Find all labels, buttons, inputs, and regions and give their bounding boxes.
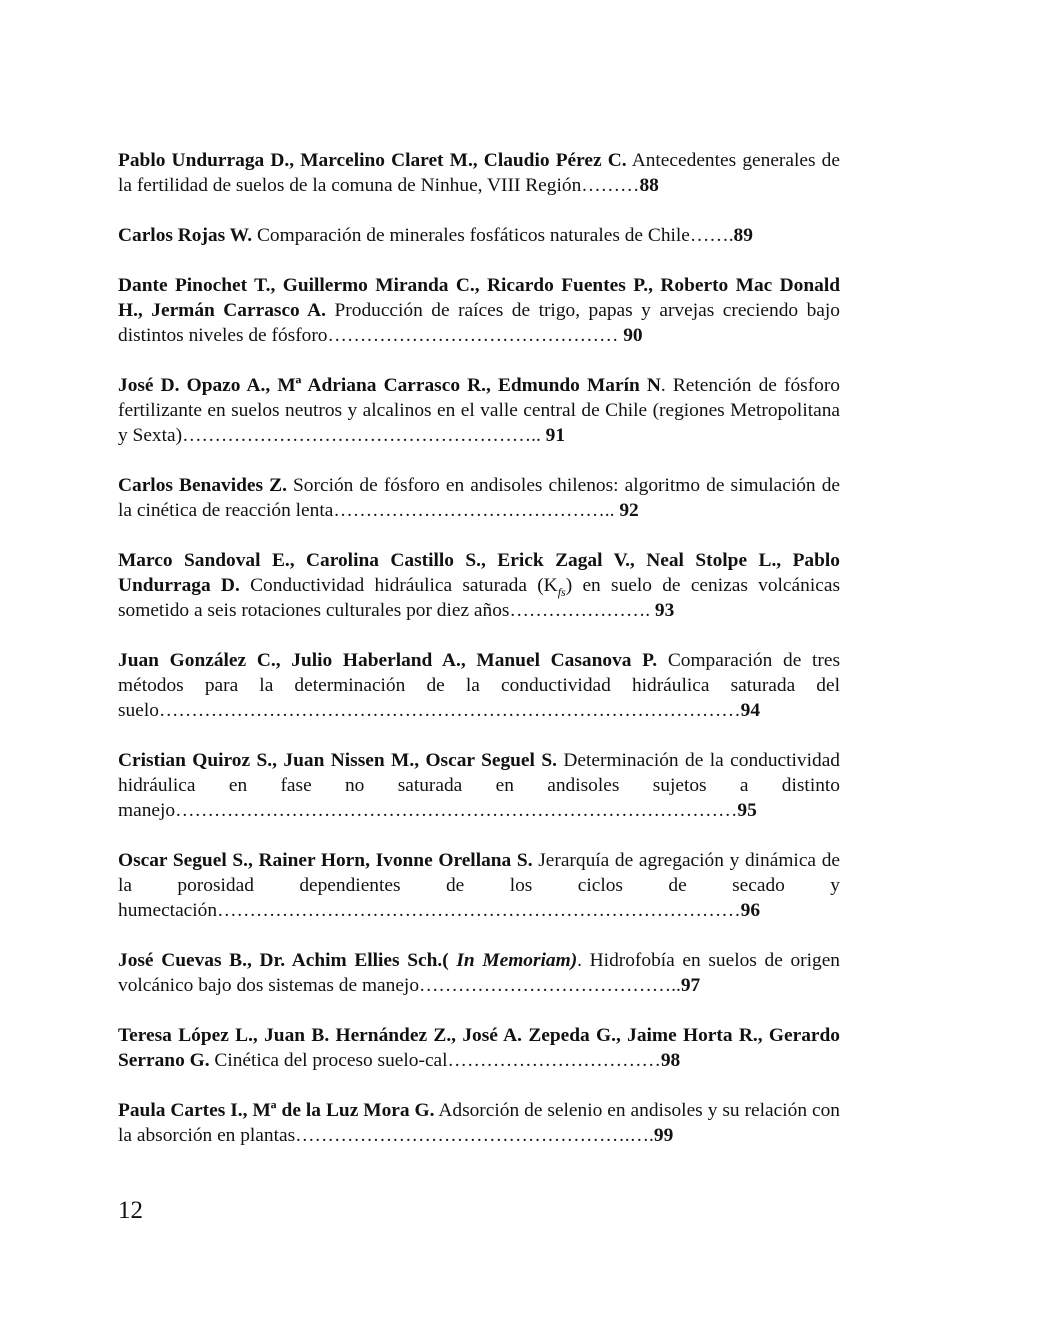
entry-page-number: 94: [740, 700, 761, 721]
entry-authors: Dante Pinochet T., Guillermo Miranda C., Ricardo Fuentes P., Roberto Mac Donald H., Jermán Carrasco A.: [118, 275, 840, 321]
entry-page-number: 96: [740, 900, 761, 921]
toc-entry: [118, 648, 840, 723]
entry-page-number: 92: [619, 500, 639, 521]
entry-page-number: 93: [654, 600, 675, 621]
entry-page-number: 88: [639, 175, 659, 196]
leader-dots: ………………………………………………………………………………: [158, 700, 741, 721]
subscript-fs: fs: [557, 584, 566, 599]
leader-dots: ………: [581, 175, 640, 196]
entry-authors-italic: In Memoriam): [448, 950, 578, 971]
entry-authors: José Cuevas B., Dr. Achim Ellies Sch.(: [118, 950, 449, 971]
entry-authors: Paula Cartes I., Mª de la Luz Mora G.: [118, 1100, 435, 1121]
entry-authors: Pablo Undurraga D., Marcelino Claret M., Claudio Pérez C.: [118, 150, 627, 171]
entry-authors: Oscar Seguel S., Rainer Horn, Ivonne Orellana S.: [118, 850, 533, 871]
toc-entry: [118, 148, 840, 198]
entry-page-number: 97: [680, 975, 701, 996]
entry-title: Determinación de la conductividad hidráulica en fase no saturada en andisoles sujetos a distinto manejo: [118, 750, 840, 821]
entry-title: Sorción de fósforo en andisoles chilenos: algoritmo de simulación de la cinética de reacción lenta: [118, 475, 840, 521]
entry-page-number: 89: [733, 225, 753, 246]
toc-entry: [118, 223, 840, 248]
entry-title: . Retención de fósforo fertilizante en suelos neutros y alcalinos en el valle central de Chile (regiones Metropolitana y Sexta): [118, 375, 841, 446]
toc-entry: [118, 373, 840, 448]
entry-title: Comparación de tres métodos para la determinación de la conductividad hidráulica saturada del suelo: [118, 650, 841, 721]
entry-title: Conductividad hidráulica saturada (K: [239, 575, 558, 596]
toc-entry: [118, 848, 840, 923]
toc-entry: [118, 1098, 840, 1148]
entry-authors: Juan González C., Julio Haberland A., Manuel Casanova P.: [118, 650, 658, 671]
entry-authors: José D. Opazo A., Mª Adriana Carrasco R., Edmundo Marín N: [118, 375, 661, 396]
entry-title: Producción de raíces de trigo, papas y arvejas creciendo bajo distintos niveles de fósforo: [118, 300, 840, 346]
page-number: 12: [118, 1197, 143, 1224]
entry-title: Antecedentes generales de la fertilidad de suelos de la comuna de Ninhue, VIII Región: [118, 150, 840, 196]
leader-dots: …………………………………..: [419, 975, 681, 996]
table-of-contents: [118, 148, 840, 1173]
leader-dots: ……………………………………………………………………………: [175, 800, 738, 821]
entry-page-number: 95: [737, 800, 757, 821]
entry-title: Jerarquía de agregación y dinámica de la porosidad dependientes de los ciclos de secado y humectación: [118, 850, 840, 921]
leader-dots: ……………………………………..: [333, 500, 620, 521]
entry-authors: Carlos Benavides Z.: [118, 475, 287, 496]
entry-title: Comparación de minerales fosfáticos naturales de Chile: [252, 225, 690, 246]
leader-dots: ………………….: [509, 600, 655, 621]
toc-entry: [118, 273, 840, 348]
entry-page-number: 98: [660, 1050, 681, 1071]
toc-entry: [118, 1023, 840, 1073]
entry-authors: Carlos Rojas W.: [118, 225, 253, 246]
entry-authors: Marco Sandoval E., Carolina Castillo S., Erick Zagal V., Neal Stolpe L., Pablo Undurraga D.: [118, 550, 840, 596]
toc-entry: [118, 948, 840, 998]
entry-page-number: 90: [623, 325, 643, 346]
entry-title-continued: ) en suelo de cenizas volcánicas sometido a seis rotaciones culturales por diez años: [118, 575, 840, 621]
toc-entry: [118, 548, 840, 623]
entry-title: . Hidrofobía en suelos de origen volcánico bajo dos sistemas de manejo: [118, 950, 840, 996]
entry-page-number: 91: [545, 425, 566, 446]
entry-title: Cinética del proceso suelo-cal: [209, 1050, 448, 1071]
entry-authors: Teresa López L., Juan B. Hernández Z., José A. Zepeda G., Jaime Horta R., Gerardo Serrano G.: [118, 1025, 840, 1071]
leader-dots: ………………………………………: [327, 325, 624, 346]
entry-page-number: 99: [653, 1125, 674, 1146]
leader-dots: ………………………………………………………………………: [217, 900, 741, 921]
leader-dots: …….: [689, 225, 734, 246]
leader-dots: ……………………………: [447, 1050, 661, 1071]
entry-authors: Cristian Quiroz S., Juan Nissen M., Oscar Seguel S.: [118, 750, 557, 771]
leader-dots: ………………………………………………..: [182, 425, 546, 446]
toc-entry: [118, 473, 840, 523]
toc-entry: [118, 748, 840, 823]
entry-title: Adsorción de selenio en andisoles y su relación con la absorción en plantas: [118, 1100, 840, 1146]
leader-dots: …………………………………………….….: [295, 1125, 654, 1146]
